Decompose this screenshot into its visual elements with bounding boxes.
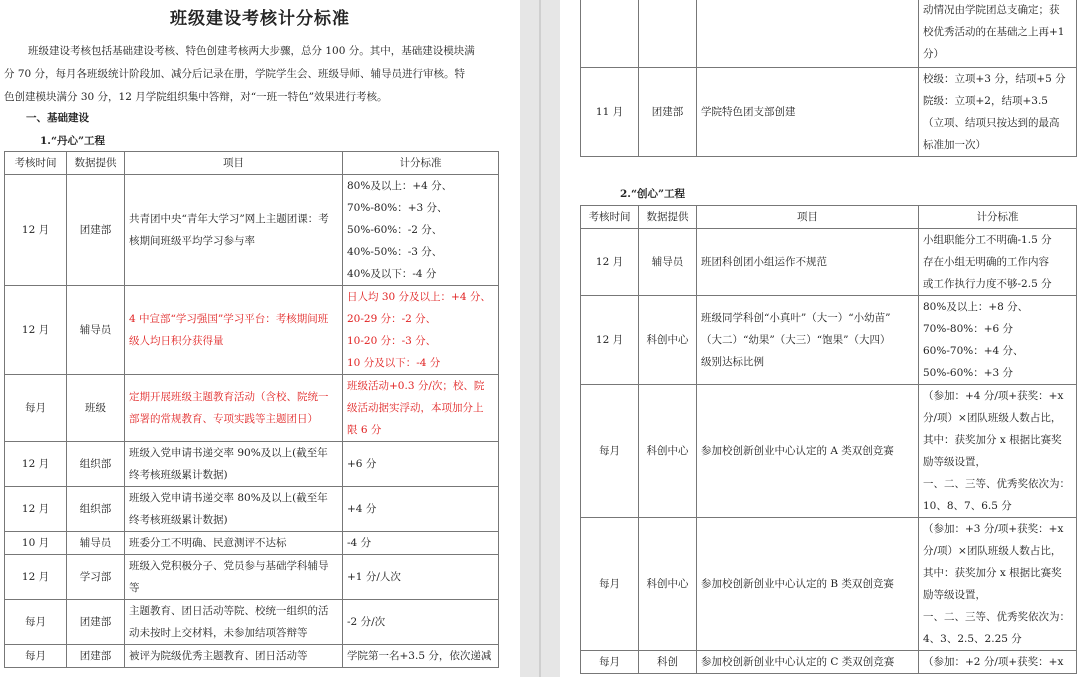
standard-line: +4 分: [347, 503, 377, 515]
time-cell: 11 月: [581, 68, 639, 157]
right-score-table: [580, 205, 1077, 674]
table-row: [5, 286, 499, 375]
intro-line: 色创建模块满分 30 分，12 月学院组织集中答辩，对“一班一特色”效果进行考核。: [4, 91, 388, 103]
page-gutter: [520, 0, 560, 677]
subsection-heading: 1.“丹心”工程: [40, 135, 106, 147]
standard-line: 10-20 分：-3 分、: [347, 335, 437, 347]
standard-line: 70%-80%：+6 分: [923, 323, 1014, 335]
document-title: 班级建设考核计分标准: [170, 9, 350, 29]
standard-line: 10、8、7、6.5 分: [923, 500, 1012, 512]
standard-line: +6 分: [347, 458, 377, 470]
item-cell: [697, 651, 919, 674]
right-page: [560, 0, 1080, 677]
standard-cell: [343, 175, 499, 286]
item-cell: 学院特色团支部创建: [697, 68, 919, 157]
standard-line: （参加：+4 分/项+获奖：+x: [923, 390, 1064, 402]
standard-line: （立项、结项只按达到的最高: [923, 117, 1060, 129]
standard-line: 其中：获奖加分 x 根据比赛奖: [923, 567, 1062, 579]
table-row: [581, 0, 1077, 68]
table-row: [5, 442, 499, 487]
item-cell: [697, 296, 919, 385]
standard-cell: [919, 229, 1077, 296]
table-row: [5, 375, 499, 442]
standard-line: 4、3、2.5、2.25 分: [923, 633, 1022, 645]
standard-cell: [343, 600, 499, 645]
standard-line: 级活动据实浮动，本项加分上: [347, 402, 484, 414]
standard-cell: [919, 518, 1077, 651]
time-cell: 每月: [5, 645, 67, 668]
provider-cell: [639, 0, 697, 68]
item-cell: 共青团中央“青年大学习”网上主题团课：考核期间班级平均学习参与率: [125, 175, 343, 286]
table-row: [5, 532, 499, 555]
provider-cell: 科创中心: [639, 518, 697, 651]
standard-line: 50%-60%：-2 分、: [347, 224, 443, 236]
time-cell: 10 月: [5, 532, 67, 555]
standard-cell: [343, 442, 499, 487]
standard-line: 动情况由学院团总支确定；获: [923, 3, 1060, 16]
standard-line: （参加：+2 分/项+获奖：+x: [923, 656, 1064, 668]
intro-paragraph: [4, 40, 510, 109]
table-row: [581, 296, 1077, 385]
item-cell: 班级入党积极分子、党员参与基础学科辅导等: [125, 555, 343, 600]
time-cell: 12 月: [5, 286, 67, 375]
standard-cell: [919, 296, 1077, 385]
standard-line: 标准加一次）: [923, 139, 986, 151]
header-item: 项目: [697, 206, 919, 229]
standard-line: 校优秀活动的在基础之上再+1: [923, 25, 1065, 38]
table-row: [5, 600, 499, 645]
provider-cell: 科创中心: [639, 385, 697, 518]
table-row: [5, 487, 499, 532]
standard-line: 50%-60%：+3 分: [923, 367, 1014, 379]
provider-cell: 辅导员: [639, 229, 697, 296]
item-cell: 班委分工不明确、民意测评不达标: [125, 532, 343, 555]
provider-cell: 科创: [639, 651, 697, 674]
standard-line: 10 分及以下：-4 分: [347, 357, 441, 369]
standard-cell: [343, 286, 499, 375]
standard-line: 校级：立项+3 分，结项+5 分: [923, 73, 1066, 85]
standard-line: 励等级设置，: [923, 589, 986, 601]
standard-line: 学院第一名+3.5 分，依次递减: [347, 650, 492, 662]
left-page: [0, 0, 520, 677]
table-row: [5, 175, 499, 286]
right-top-table: [580, 0, 1077, 157]
time-cell: 12 月: [581, 229, 639, 296]
left-score-table: [4, 151, 499, 668]
standard-line: +1 分/人次: [347, 571, 401, 583]
header-provider: 数据提供: [67, 152, 125, 175]
standard-line: 励等级设置，: [923, 456, 986, 468]
item-line: 参加校创新创业中心认定的 A 类双创竞赛: [701, 445, 894, 457]
provider-cell: 学习部: [67, 555, 125, 600]
header-standard: 计分标准: [343, 152, 499, 175]
item-line: 参加校创新创业中心认定的 B 类双创竞赛: [701, 578, 894, 590]
standard-cell: [343, 532, 499, 555]
standard-cell: [919, 651, 1077, 674]
item-line: （大二）“幼果”（大三）“饱果”（大四）: [701, 334, 891, 346]
header-item: 项目: [125, 152, 343, 175]
standard-line: 20-29 分：-2 分、: [347, 313, 437, 325]
intro-line: 班级建设考核包括基础建设考核、特色创建考核两大步骤，总分 100 分。其中，基础建设模块满: [28, 45, 475, 57]
standard-line: 40%-50%：-3 分、: [347, 246, 443, 258]
item-cell: 主题教育、团日活动等院、校统一组织的活动未按时上交材料，未参加结项答辩等: [125, 600, 343, 645]
time-cell: 12 月: [5, 175, 67, 286]
time-cell: 每月: [581, 385, 639, 518]
item-line: 级别达标比例: [701, 356, 764, 368]
standard-cell: [343, 645, 499, 668]
provider-cell: 组织部: [67, 442, 125, 487]
provider-cell: 组织部: [67, 487, 125, 532]
intro-line: 分 70 分，每月各班级统计阶段加、减分后记录在册，学院学生会、班级导师、辅导员进行审核。特: [4, 68, 466, 80]
item-cell: 班级入党申请书递交率 80%及以上(截至年终考核班级累计数据): [125, 487, 343, 532]
standard-line: 一、二、三等、优秀奖依次为：: [923, 611, 1070, 623]
item-cell: 被评为院级优秀主题教育、团日活动等: [125, 645, 343, 668]
standard-line: 分）: [923, 47, 944, 60]
time-cell: 12 月: [5, 487, 67, 532]
table-row: [581, 385, 1077, 518]
table-header-row: [5, 152, 499, 175]
standard-line: -2 分/次: [347, 616, 386, 628]
time-cell: [581, 0, 639, 68]
table-row: [5, 555, 499, 600]
time-cell: 12 月: [5, 555, 67, 600]
standard-line: 存在小组无明确的工作内容: [923, 256, 1049, 268]
standard-cell: [343, 487, 499, 532]
standard-cell: [919, 385, 1077, 518]
table-row: [5, 645, 499, 668]
standard-line: 80%及以上：+8 分、: [923, 301, 1029, 313]
standard-line: 其中：获奖加分 x 根据比赛奖: [923, 434, 1062, 446]
time-cell: 12 月: [581, 296, 639, 385]
time-cell: 12 月: [5, 442, 67, 487]
item-cell: 4 中宣部“学习强国”学习平台：考核期间班级人均日积分获得量: [125, 286, 343, 375]
item-cell: 定期开展班级主题教育活动（含校、院统一部署的常规教育、专项实践等主题团日）: [125, 375, 343, 442]
item-line: 参加校创新创业中心认定的 C 类双创竞赛: [701, 656, 895, 668]
provider-cell: 辅导员: [67, 532, 125, 555]
standard-line: 小组职能分工不明确-1.5 分: [923, 234, 1052, 246]
time-cell: 每月: [581, 518, 639, 651]
time-cell: 每月: [581, 651, 639, 674]
standard-line: 班级活动+0.3 分/次；校、院: [347, 380, 485, 392]
standard-line: 或工作执行力度不够-2.5 分: [923, 278, 1052, 290]
standard-line: 40%及以下：-4 分: [347, 268, 437, 280]
standard-line: 分/项）×团队班级人数占比，: [923, 545, 1062, 557]
item-cell: [697, 0, 919, 68]
standard-line: 60%-70%：+4 分、: [923, 345, 1024, 357]
table-header-row: [581, 206, 1077, 229]
item-cell: [697, 518, 919, 651]
provider-cell: 辅导员: [67, 286, 125, 375]
table-row: [581, 518, 1077, 651]
standard-cell: [919, 0, 1077, 68]
provider-cell: 班级: [67, 375, 125, 442]
standard-cell: [919, 68, 1077, 157]
provider-cell: 科创中心: [639, 296, 697, 385]
standard-line: 日人均 30 分及以上：+4 分、: [347, 291, 491, 303]
standard-line: 分/项）×团队班级人数占比，: [923, 412, 1062, 424]
time-cell: 每月: [5, 600, 67, 645]
item-cell: [697, 385, 919, 518]
standard-cell: [343, 375, 499, 442]
provider-cell: 团建部: [67, 600, 125, 645]
header-time: 考核时间: [5, 152, 67, 175]
header-standard: 计分标准: [919, 206, 1077, 229]
standard-line: 80%及以上：+4 分、: [347, 180, 453, 192]
header-provider: 数据提供: [639, 206, 697, 229]
provider-cell: 团建部: [639, 68, 697, 157]
standard-cell: [343, 555, 499, 600]
table-row: [581, 68, 1077, 157]
standard-line: 限 6 分: [347, 424, 382, 436]
table-row: [581, 651, 1077, 674]
item-cell: 班级入党申请书递交率 90%及以上(截至年终考核班级累计数据): [125, 442, 343, 487]
provider-cell: 团建部: [67, 645, 125, 668]
table-row: [581, 229, 1077, 296]
standard-line: -4 分: [347, 537, 372, 549]
standard-line: 一、二、三等、优秀奖依次为：: [923, 478, 1070, 490]
standard-line: （参加：+3 分/项+获奖：+x: [923, 523, 1064, 535]
provider-cell: 团建部: [67, 175, 125, 286]
header-time: 考核时间: [581, 206, 639, 229]
item-line: 班级同学科创“小真叶”（大一）“小幼苗”: [701, 312, 891, 324]
standard-line: 70%-80%：+3 分、: [347, 202, 448, 214]
standard-line: 院级：立项+2，结项+3.5: [923, 95, 1048, 107]
item-cell: 班团科创团小组运作不规范: [697, 229, 919, 296]
time-cell: 每月: [5, 375, 67, 442]
section-heading: 一、基础建设: [26, 112, 89, 124]
subsection-heading: 2.“创心”工程: [620, 188, 686, 200]
